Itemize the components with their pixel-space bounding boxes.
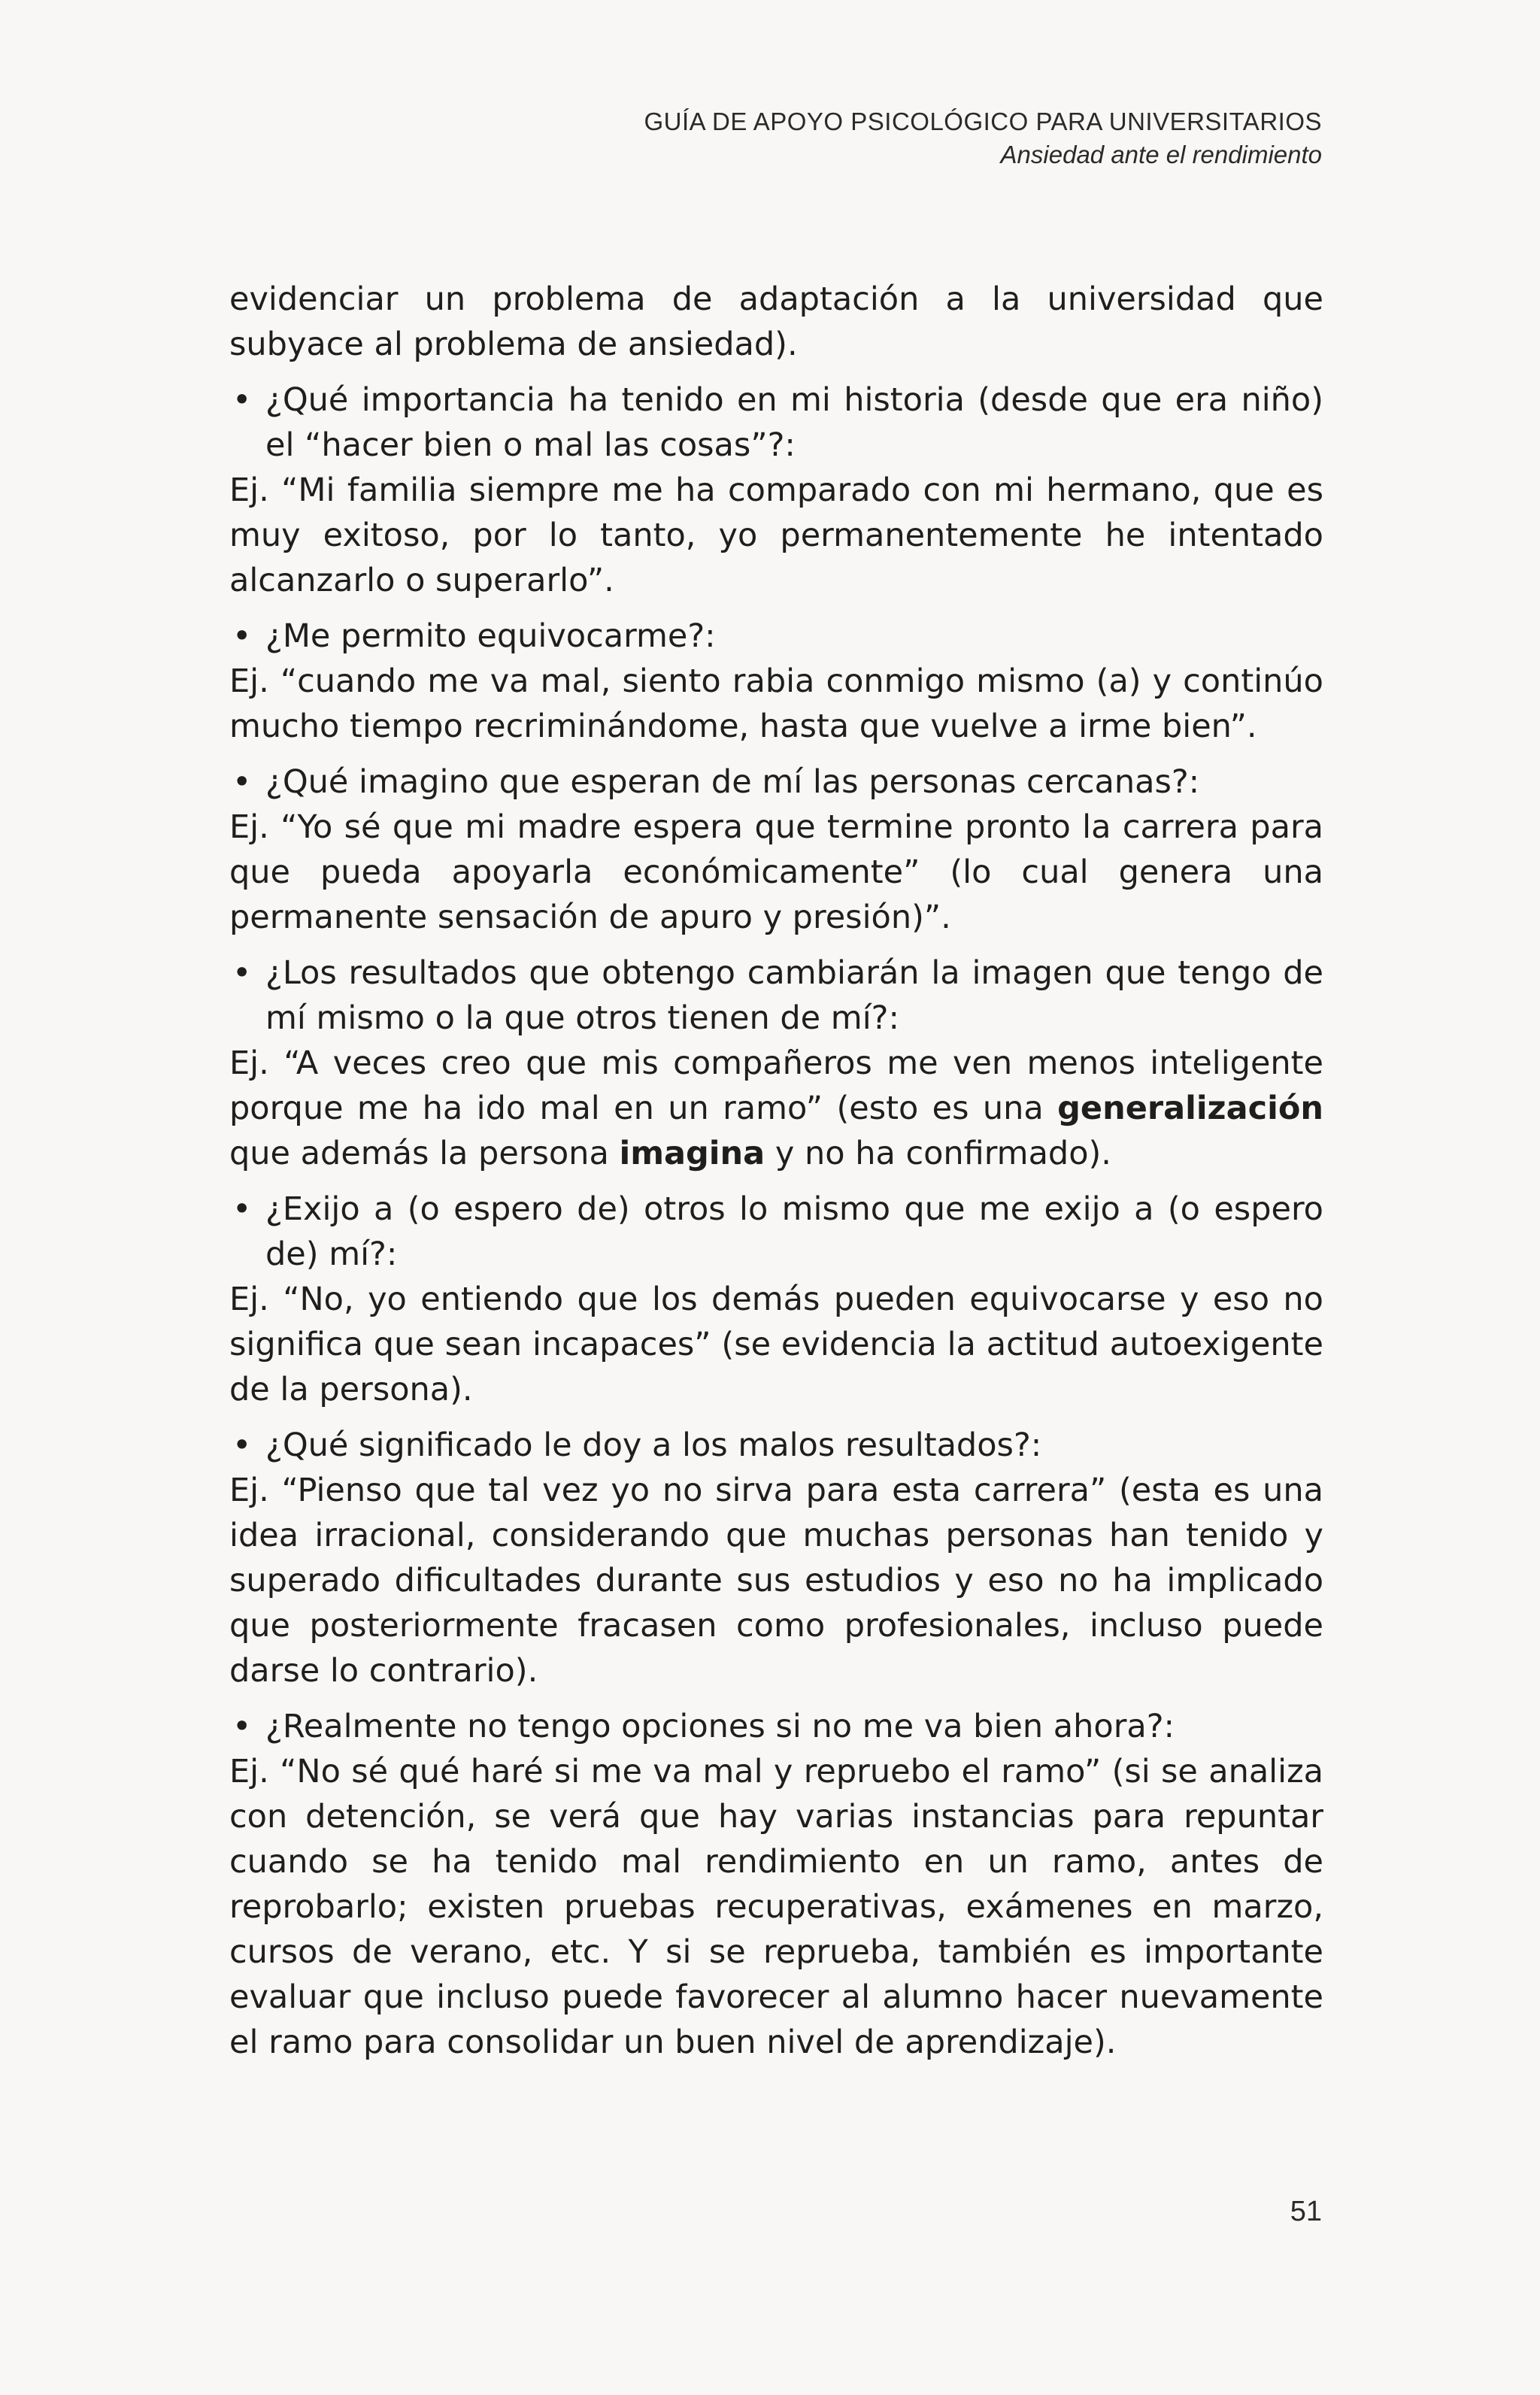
bold-term-imagina: imagina <box>619 1135 765 1172</box>
bullet-icon: • <box>232 1190 252 1228</box>
list-item <box>229 1187 1323 1412</box>
question-text: ¿Realmente no tengo opciones si no me va bien ahora?: <box>265 1708 1175 1745</box>
question-text: ¿Qué importancia ha tenido en mi historia (desde que era niño) el “hacer bien o mal las cosas”?: <box>265 381 1323 464</box>
example-text <box>229 1041 1323 1176</box>
header-subtitle: Ansiedad ante el rendimiento <box>1000 141 1322 168</box>
question-text: ¿Me permito equivocarme?: <box>265 617 716 655</box>
bullet-icon: • <box>232 954 252 992</box>
bullet-icon: • <box>232 1426 252 1464</box>
bullet-icon: • <box>232 617 252 655</box>
intro-paragraph: evidenciar un problema de adaptación a la universidad que subyace al problema de ansiedad). <box>229 280 1323 363</box>
question-text: ¿Qué imagino que esperan de mí las personas cercanas?: <box>265 763 1200 801</box>
list-item <box>229 1704 1323 2065</box>
question-text: ¿Qué significado le doy a los malos resultados?: <box>265 1426 1042 1464</box>
body-text <box>229 277 1323 2065</box>
list-item <box>229 377 1323 603</box>
example-text: Ej. “No sé qué haré si me va mal y repruebo el ramo” (si se analiza con detención, se verá que hay varias instancias para repuntar cuando se ha tenido mal rendimiento en un ramo, antes de reprobarlo; existen pruebas recuperativas, exámenes en marzo, cursos de verano, etc. Y si se reprueba, también es importante evaluar que incluso puede favorecer al alumno hacer nuevamente el ramo para consolidar un buen nivel de aprendizaje). <box>229 1753 1323 2061</box>
bold-term-generalizacion: generalización <box>1057 1090 1323 1127</box>
bullet-icon: • <box>232 763 252 801</box>
example-text: Ej. “Pienso que tal vez yo no sirva para esta carrera” (esta es una idea irracional, considerando que muchas personas han tenido y superado dificultades durante sus estudios y eso no ha implicado que posteriormente fracasen como profesionales, incluso puede darse lo contrario). <box>229 1472 1323 1690</box>
question-text: ¿Exijo a (o espero de) otros lo mismo que me exijo a (o espero de) mí?: <box>265 1190 1323 1273</box>
example-part: Ej. “A veces creo que mis compañeros me ven menos inteligente porque me ha ido mal en un ramo” (esto es una <box>229 1044 1323 1127</box>
example-text: Ej. “No, yo entiendo que los demás pueden equivocarse y eso no significa que sean incapaces” (se evidencia la actitud autoexigente de la persona). <box>229 1281 1323 1408</box>
page-number: 51 <box>1290 2196 1322 2227</box>
example-text: Ej. “Mi familia siempre me ha comparado con mi hermano, que es muy exitoso, por lo tanto, yo permanentemente he intentado alcanzarlo o superarlo”. <box>229 471 1323 599</box>
list-item <box>229 1423 1323 1693</box>
question-text: ¿Los resultados que obtengo cambiarán la imagen que tengo de mí mismo o la que otros tienen de mí?: <box>265 954 1323 1037</box>
example-part: y no ha confirmado). <box>765 1135 1111 1172</box>
example-text: Ej. “Yo sé que mi madre espera que termine pronto la carrera para que pueda apoyarla económicamente” (lo cual genera una permanente sensación de apuro y presión)”. <box>229 808 1323 936</box>
list-item <box>229 950 1323 1176</box>
list-item <box>229 759 1323 940</box>
example-text: Ej. “cuando me va mal, siento rabia conmigo mismo (a) y continúo mucho tiempo recriminándome, hasta que vuelve a irme bien”. <box>229 662 1323 745</box>
running-header <box>644 105 1323 171</box>
bullet-icon: • <box>232 1708 252 1745</box>
example-part: que además la persona <box>229 1135 620 1172</box>
list-item <box>229 614 1323 749</box>
bullet-icon: • <box>232 381 252 419</box>
header-title: GUÍA DE APOYO PSICOLÓGICO PARA UNIVERSITARIOS <box>644 108 1322 135</box>
